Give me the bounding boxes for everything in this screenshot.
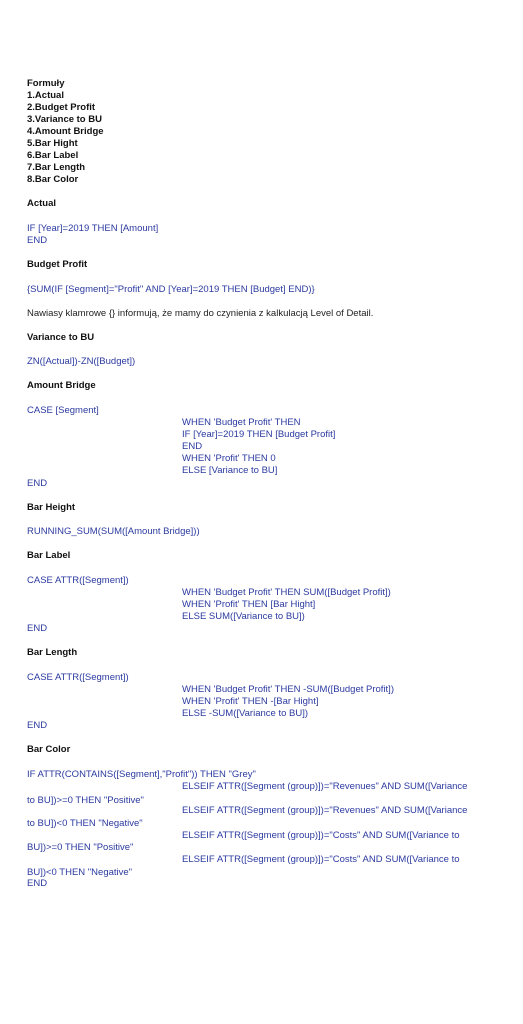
bar-label-heading: Bar Label — [27, 550, 71, 561]
formula-list-item: 2.Budget Profit — [27, 102, 96, 113]
bar-color-heading: Bar Color — [27, 744, 71, 755]
bar-length-code-line: END — [27, 720, 48, 731]
amount-bridge-code-line: ELSE [Variance to BU] — [182, 465, 278, 476]
actual-code-line: END — [27, 235, 48, 246]
bar-length-code-line: WHEN 'Budget Profit' THEN -SUM([Budget Profit]) — [182, 684, 394, 695]
bar-height-code: RUNNING_SUM(SUM([Amount Bridge])) — [27, 526, 200, 537]
amount-bridge-code-line: CASE [Segment] — [27, 405, 99, 416]
bar-color-code-line: to BU])>=0 THEN "Positive" — [27, 795, 144, 806]
bar-color-code-line: ELSEIF ATTR([Segment (group)])="Costs" AND SUM([Variance to — [182, 830, 460, 841]
bar-label-code-line: WHEN 'Profit' THEN [Bar Hight] — [182, 599, 316, 610]
actual-heading: Actual — [27, 198, 57, 209]
budget-profit-note: Nawiasy klamrowe {} informują, że mamy do czynienia z kalkulacją Level of Detail. — [27, 308, 374, 319]
actual-code-line: IF [Year]=2019 THEN [Amount] — [27, 223, 159, 234]
formula-list-item: 3.Variance to BU — [27, 114, 102, 125]
bar-height-heading: Bar Height — [27, 502, 76, 513]
bar-color-code-line: BU])<0 THEN "Negative" — [27, 867, 133, 878]
amount-bridge-code-line: WHEN 'Profit' THEN 0 — [182, 453, 276, 464]
variance-heading: Variance to BU — [27, 332, 95, 343]
bar-label-code-line: END — [27, 623, 48, 634]
formula-list-item: 5.Bar Hight — [27, 138, 78, 149]
bar-color-code-line: ELSEIF ATTR([Segment (group)])="Costs" AND SUM([Variance to — [182, 854, 460, 865]
formula-list-item: 4.Amount Bridge — [27, 126, 104, 137]
bar-label-code-line: CASE ATTR([Segment]) — [27, 575, 129, 586]
bar-length-code-line: WHEN 'Profit' THEN -[Bar Hight] — [182, 696, 319, 707]
variance-code: ZN([Actual])-ZN([Budget]) — [27, 356, 136, 367]
amount-bridge-code-line: END — [182, 441, 203, 452]
formula-list-item: 1.Actual — [27, 90, 64, 101]
bar-color-code-line: BU])>=0 THEN "Positive" — [27, 842, 134, 853]
formula-list-item: 6.Bar Label — [27, 150, 79, 161]
bar-color-code-line: END — [27, 878, 48, 889]
bar-color-code-line: ELSEIF ATTR([Segment (group)])="Revenues" AND SUM([Variance — [182, 805, 468, 816]
formula-list-item: 8.Bar Color — [27, 174, 79, 185]
bar-length-code-line: ELSE -SUM([Variance to BU]) — [182, 708, 309, 719]
formula-list-item: 7.Bar Length — [27, 162, 86, 173]
amount-bridge-heading: Amount Bridge — [27, 380, 96, 391]
budget-profit-heading: Budget Profit — [27, 259, 88, 270]
budget-profit-code: {SUM(IF [Segment]="Profit" AND [Year]=2019 THEN [Budget] END)} — [27, 284, 315, 295]
bar-length-code-line: CASE ATTR([Segment]) — [27, 672, 129, 683]
bar-color-code-line: ELSEIF ATTR([Segment (group)])="Revenues" AND SUM([Variance — [182, 781, 468, 792]
bar-color-code-line: to BU])<0 THEN "Negative" — [27, 818, 143, 829]
formulas-heading: Formuły — [27, 78, 65, 89]
bar-length-heading: Bar Length — [27, 647, 78, 658]
bar-label-code-line: ELSE SUM([Variance to BU]) — [182, 611, 305, 622]
bar-color-code-line: IF ATTR(CONTAINS([Segment],"Profit")) THEN "Grey" — [27, 769, 256, 780]
amount-bridge-code-line: IF [Year]=2019 THEN [Budget Profit] — [182, 429, 336, 440]
bar-label-code-line: WHEN 'Budget Profit' THEN SUM([Budget Profit]) — [182, 587, 391, 598]
amount-bridge-code-line: WHEN 'Budget Profit' THEN — [182, 417, 301, 428]
amount-bridge-code-line: END — [27, 478, 48, 489]
